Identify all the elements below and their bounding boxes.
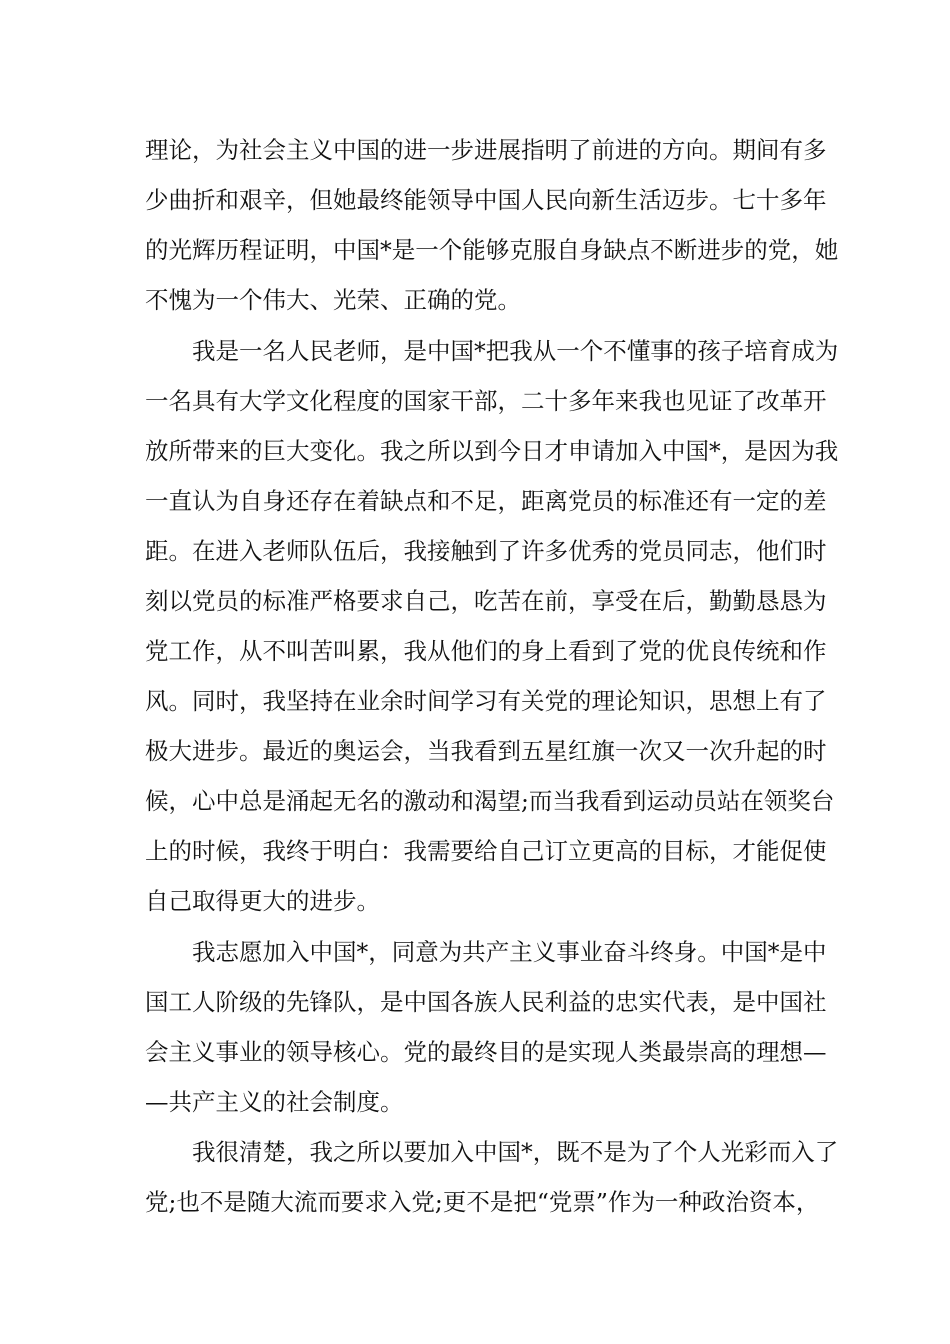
text-line: 放所带来的巨大变化。我之所以到今日才申请加入中国*，是因为我 xyxy=(145,437,839,465)
text-line: 自己取得更大的进步。 xyxy=(145,887,380,915)
text-line: 风。同时，我坚持在业余时间学习有关党的理论知识，思想上有了 xyxy=(145,687,827,715)
text-line: 极大进步。最近的奥运会，当我看到五星红旗一次又一次升起的时 xyxy=(145,737,827,765)
text-line: 刻以党员的标准严格要求自己，吃苦在前，享受在后，勤勤恳恳为 xyxy=(145,587,827,615)
text-line: 我很清楚，我之所以要加入中国*，既不是为了个人光彩而入了 xyxy=(192,1138,839,1166)
text-line: 上的时候，我终于明白：我需要给自己订立更高的目标，才能促使 xyxy=(145,837,827,865)
text-line: 少曲折和艰辛，但她最终能领导中国人民向新生活迈步。七十多年 xyxy=(145,186,827,214)
text-line: 我志愿加入中国*，同意为共产主义事业奋斗终身。中国*是中 xyxy=(192,938,827,966)
text-line: 会主义事业的领导核心。党的最终目的是实现人类最崇高的理想— xyxy=(145,1038,827,1066)
text-line: 的光辉历程证明，中国*是一个能够克服自身缺点不断进步的党，她 xyxy=(145,236,839,264)
text-line: 国工人阶级的先锋队，是中国各族人民利益的忠实代表，是中国社 xyxy=(145,988,827,1016)
text-line: 党;也不是随大流而要求入党;更不是把“党票”作为一种政治资本， xyxy=(145,1188,820,1216)
text-line: 候，心中总是涌起无名的激动和渴望;而当我看到运动员站在领奖台 xyxy=(145,787,835,815)
text-line: 我是一名人民老师，是中国*把我从一个不懂事的孩子培育成为 xyxy=(192,337,839,365)
text-line: 不愧为一个伟大、光荣、正确的党。 xyxy=(145,286,521,314)
text-line: 距。在进入老师队伍后，我接触到了许多优秀的党员同志，他们时 xyxy=(145,537,827,565)
text-line: 理论，为社会主义中国的进一步进展指明了前进的方向。期间有多 xyxy=(145,136,827,164)
text-line: —共产主义的社会制度。 xyxy=(145,1088,404,1116)
text-line: 一名具有大学文化程度的国家干部，二十多年来我也见证了改革开 xyxy=(145,387,827,415)
text-line: 一直认为自身还存在着缺点和不足，距离党员的标准还有一定的差 xyxy=(145,487,827,515)
text-line: 党工作，从不叫苦叫累，我从他们的身上看到了党的优良传统和作 xyxy=(145,637,827,665)
